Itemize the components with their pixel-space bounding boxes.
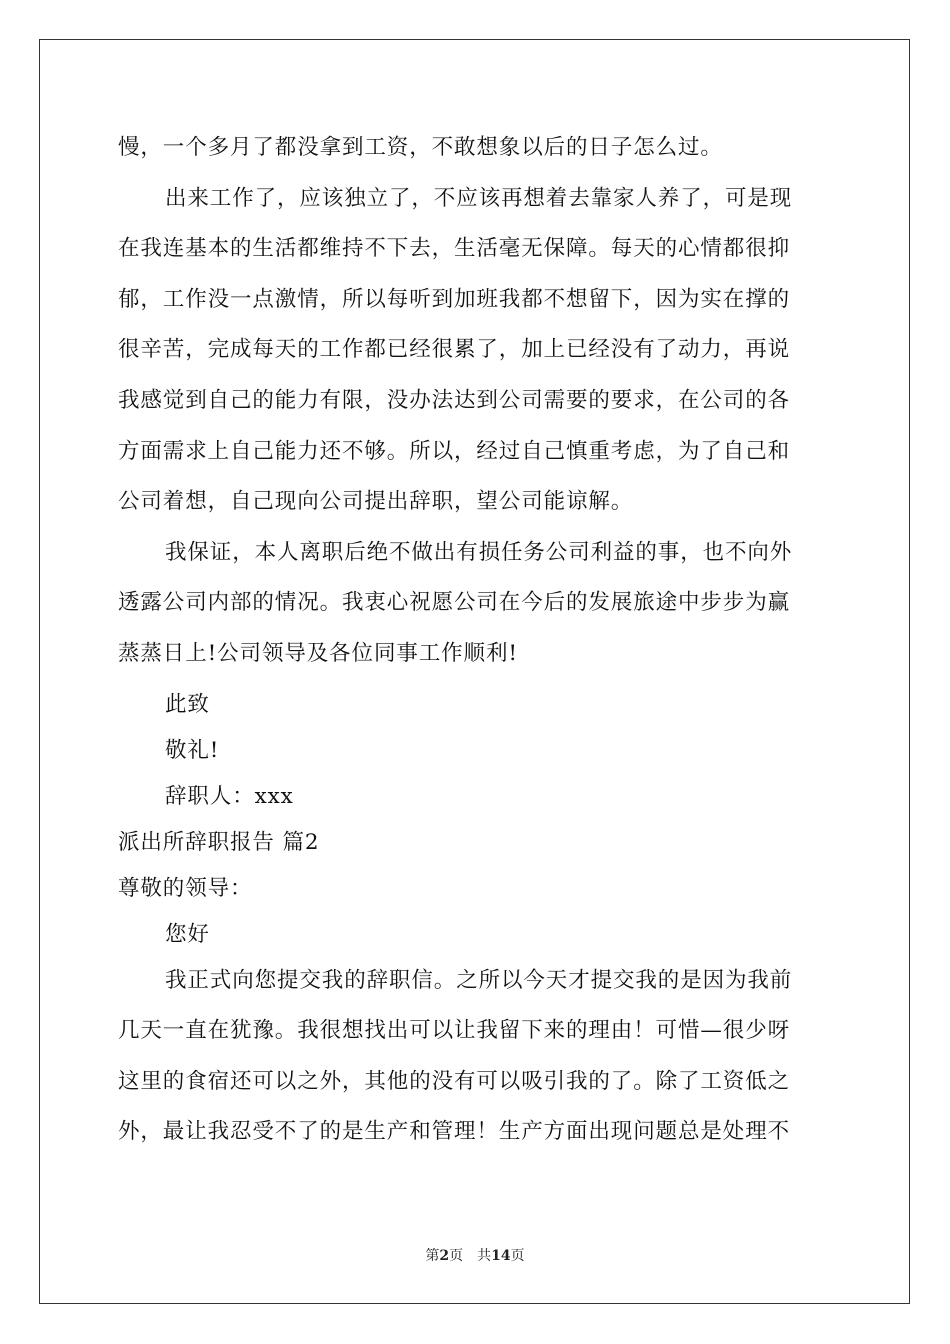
paragraph-line: 我保证，本人离职后绝不做出有损任务公司利益的事，也不向外 [165, 539, 793, 565]
paragraph-line: 透露公司内部的情况。我衷心祝愿公司在今后的发展旅途中步步为赢 [118, 590, 791, 616]
paragraph-line: 外，最让我忍受不了的是生产和管理！生产方面出现问题总是处理不 [118, 1119, 791, 1145]
paragraph-line: 在我连基本的生活都维持不下去，生活毫无保障。每天的心情都很抑 [118, 236, 791, 262]
paragraph-line: 方面需求上自己能力还不够。所以，经过自己慎重考虑，为了自己和 [118, 438, 791, 464]
page-label-suffix: 页 [510, 1248, 525, 1264]
paragraph-line: 这里的食宿还可以之外，其他的没有可以吸引我的了。除了工资低之 [118, 1068, 791, 1094]
paragraph-line: 几天一直在犹豫。我很想找出可以让我留下来的理由！可惜—很少呀 [118, 1018, 791, 1044]
closing-regards: 敬礼! [165, 737, 220, 763]
page-footer [0, 1245, 950, 1265]
salutation: 尊敬的领导： [118, 875, 253, 901]
paragraph-line: 我正式向您提交我的辞职信。之所以今天才提交我的是因为我前 [165, 967, 793, 993]
section-heading: 派出所辞职报告 篇2 [118, 829, 320, 855]
current-page-number: 2 [439, 1248, 450, 1264]
closing-salutation: 此致 [165, 691, 210, 717]
paragraph-line: 蒸蒸日上!公司领导及各位同事工作顺利! [118, 640, 518, 666]
paragraph-line: 公司着想，自己现向公司提出辞职，望公司能谅解。 [118, 489, 634, 515]
paragraph-line: 很辛苦，完成每天的工作都已经很累了，加上已经没有了动力，再说 [118, 337, 791, 363]
page-label-mid: 页 共 [449, 1248, 492, 1264]
total-page-count: 14 [491, 1248, 511, 1264]
document-body [118, 128, 834, 1163]
greeting: 您好 [165, 921, 210, 947]
signature-line: 辞职人：xxx [165, 783, 294, 809]
paragraph-line: 郁，工作没一点激情，所以每听到加班我都不想留下，因为实在撑的 [118, 286, 791, 312]
page-label-prefix: 第 [425, 1248, 440, 1264]
paragraph-line: 出来工作了，应该独立了，不应该再想着去靠家人养了，可是现 [165, 185, 793, 211]
paragraph-line: 我感觉到自己的能力有限，没办法达到公司需要的要求，在公司的各 [118, 387, 791, 413]
paragraph-line: 慢，一个多月了都没拿到工资，不敢想象以后的日子怎么过。 [118, 135, 723, 160]
